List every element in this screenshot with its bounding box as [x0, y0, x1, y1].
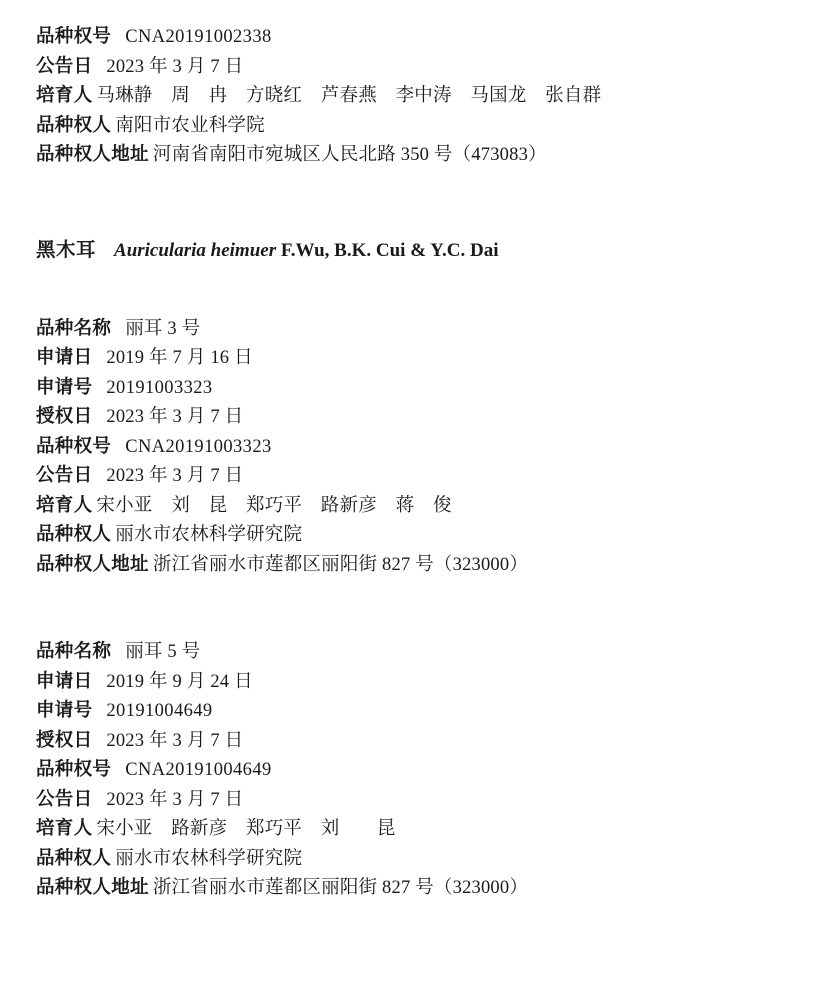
field-label: 授权日 [36, 407, 93, 427]
field-value: 2023 年 3 月 7 日 [106, 56, 244, 77]
species-latin-binomial: Auricularia heimuer [114, 239, 277, 261]
field-row [36, 850, 773, 869]
field-value: 河南省南阳市宛城区人民北路 350 号（473083） [152, 145, 547, 165]
field-value: 2019 年 9 月 24 日 [106, 671, 253, 692]
field-value: CNA20191004649 [125, 760, 272, 780]
field-label: 品种权号 [36, 27, 112, 47]
field-value: 马琳静 周 冉 方晓红 芦春燕 李中涛 马国龙 张自群 [96, 86, 602, 106]
field-value: CNA20191003323 [125, 436, 272, 457]
field-value: 宋小亚 刘 昆 郑巧平 路新彦 蒋 俊 [96, 495, 452, 516]
field-row [36, 438, 773, 457]
field-value: 宋小亚 路新彦 郑巧平 刘 昆 [96, 819, 396, 839]
field-value: 丽耳 5 号 [125, 642, 201, 662]
field-label: 品种名称 [36, 318, 112, 339]
field-row [36, 820, 773, 839]
record-entry [36, 643, 773, 898]
field-row [36, 732, 773, 751]
field-row [36, 702, 773, 721]
field-label: 品种权人 [36, 848, 112, 869]
field-value: CNA20191002338 [125, 27, 272, 47]
field-row [36, 58, 773, 77]
field-row [36, 146, 773, 165]
field-row [36, 467, 773, 486]
field-value: 2023 年 3 月 7 日 [106, 789, 244, 810]
field-label: 申请日 [36, 671, 93, 692]
field-row [36, 761, 773, 780]
species-latin-name [114, 240, 499, 262]
field-value: 丽水市农林科学研究院 [115, 525, 303, 545]
field-value: 20191003323 [106, 377, 213, 398]
field-row [36, 791, 773, 810]
field-value: 2023 年 3 月 7 日 [106, 466, 244, 486]
field-label: 品种权人 [36, 525, 112, 545]
field-label: 品种名称 [36, 642, 112, 662]
field-value: 浙江省丽水市莲都区丽阳街 827 号（323000） [152, 878, 529, 898]
field-label: 品种权人地址 [36, 554, 149, 575]
section-spacer [36, 585, 773, 643]
field-label: 品种权号 [36, 760, 112, 780]
field-label: 品种权人地址 [36, 878, 149, 898]
field-row [36, 408, 773, 427]
field-row [36, 87, 773, 106]
field-value: 南阳市农业科学院 [115, 115, 265, 136]
field-row [36, 379, 773, 398]
field-label: 公告日 [36, 466, 93, 486]
field-row [36, 643, 773, 662]
field-value: 浙江省丽水市莲都区丽阳街 827 号（323000） [152, 554, 529, 575]
field-label: 品种权人地址 [36, 145, 149, 165]
field-label: 申请日 [36, 348, 93, 368]
field-label: 公告日 [36, 56, 93, 77]
field-value: 2023 年 3 月 7 日 [106, 730, 244, 751]
field-value: 20191004649 [106, 701, 213, 721]
field-label: 申请号 [36, 701, 93, 721]
section-spacer [36, 266, 773, 320]
field-label: 品种权人 [36, 115, 112, 136]
field-label: 培育人 [36, 86, 93, 106]
species-chinese-name: 黑木耳 [36, 239, 97, 261]
field-value: 丽水市农林科学研究院 [115, 848, 303, 869]
record-entry [36, 320, 773, 575]
field-row [36, 349, 773, 368]
field-label: 培育人 [36, 495, 93, 516]
species-heading [36, 234, 773, 262]
field-row [36, 673, 773, 692]
field-label: 申请号 [36, 377, 93, 398]
field-label: 授权日 [36, 730, 93, 751]
field-value: 丽耳 3 号 [125, 318, 201, 339]
field-row [36, 320, 773, 339]
field-row [36, 497, 773, 516]
field-label: 培育人 [36, 819, 93, 839]
field-value: 2019 年 7 月 16 日 [106, 348, 253, 368]
field-value: 2023 年 3 月 7 日 [106, 407, 244, 427]
species-latin-authority: F.Wu, B.K. Cui & Y.C. Dai [280, 239, 499, 261]
section-spacer [36, 176, 773, 234]
field-label: 品种权号 [36, 436, 112, 457]
field-row [36, 879, 773, 898]
field-row [36, 28, 773, 47]
field-label: 公告日 [36, 789, 93, 810]
field-row [36, 526, 773, 545]
field-row [36, 556, 773, 575]
record-entry [36, 28, 773, 165]
field-row [36, 117, 773, 136]
